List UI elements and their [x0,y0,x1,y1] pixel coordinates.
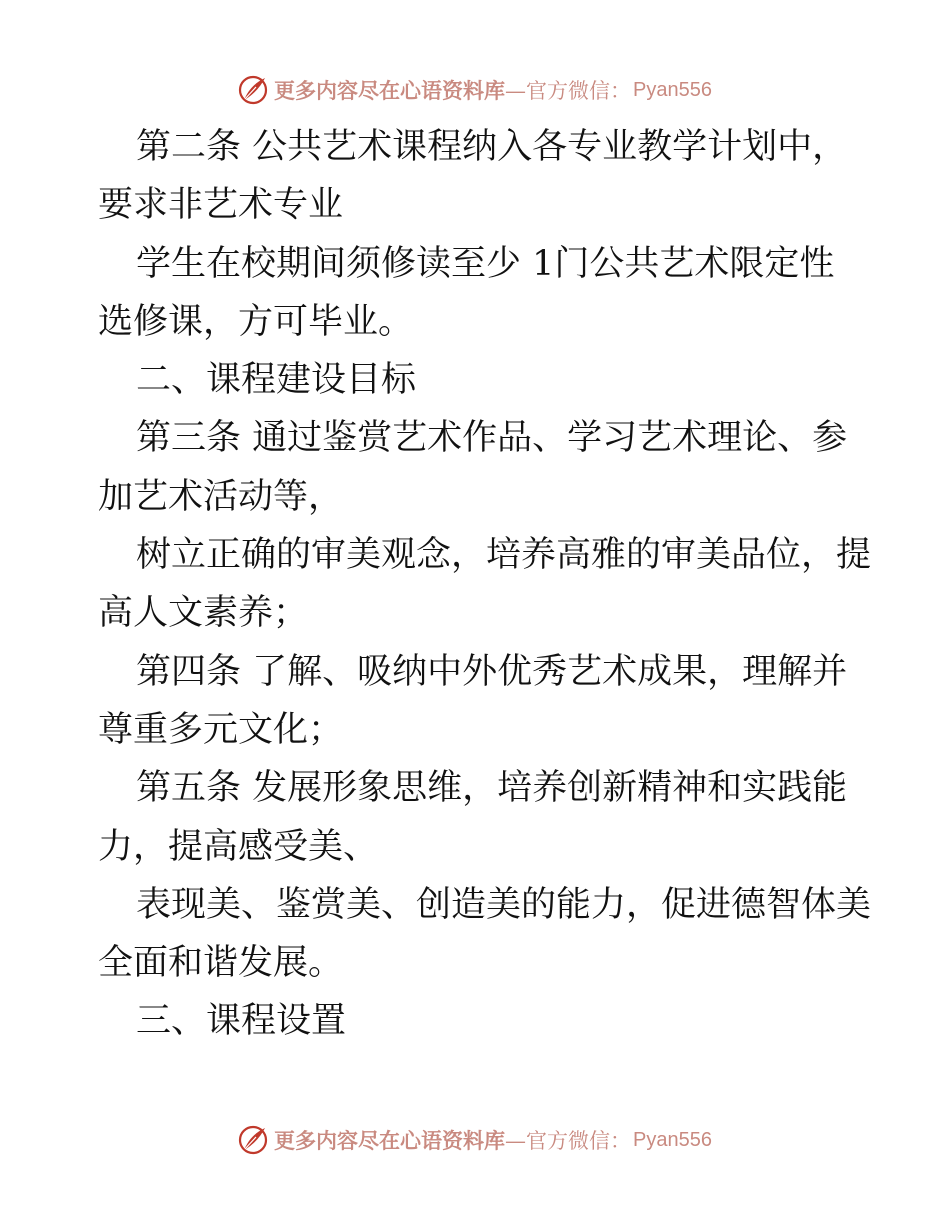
watermark-wechat-id: Pyan556 [633,1128,712,1151]
header-watermark [236,72,712,108]
paragraph-line: 加艺术活动等， [98,476,344,517]
paragraph-line: 第四条 了解、吸纳中外优秀艺术成果，理解并 [136,651,848,692]
section-heading: 二、课程建设目标 [136,360,417,401]
watermark-library-text: 更多内容尽在心语资料库 [274,78,505,103]
paragraph-line: 第二条 公共艺术课程纳入各专业教学计划中， [136,127,848,167]
paragraph-line: 要求非艺术专业 [98,185,344,226]
watermark-official-text: —官方微信： [505,1129,631,1153]
section-heading: 三、课程设置 [136,1001,347,1042]
paragraph-line: 第三条 通过鉴赏艺术作品、学习艺术理论、参 [136,418,848,459]
paragraph-line: 高人文素养； [98,593,309,634]
footer-watermark [236,1122,712,1158]
paragraph-line: 全面和谐发展。 [98,943,344,984]
document-body [98,118,872,1051]
feather-pen-logo-icon [236,73,270,107]
paragraph-line: 选修课，方可毕业。 [98,301,414,342]
watermark-library-text: 更多内容尽在心语资料库 [274,1128,505,1153]
watermark-wechat-id: Pyan556 [633,78,712,101]
paragraph-line: 树立正确的审美观念，培养高雅的审美品位，提 [136,535,872,576]
paragraph-line: 尊重多元文化； [98,709,344,750]
paragraph-line: 表现美、鉴赏美、创造美的能力，促进德智体美 [136,884,872,925]
paragraph-line: 第五条 发展形象思维，培养创新精神和实践能 [136,768,848,809]
paragraph-line: 学生在校期间须修读至少 1门公共艺术限定性 [136,243,835,284]
feather-pen-logo-icon [236,1123,270,1157]
paragraph-line: 力，提高感受美、 [98,826,379,867]
watermark-official-text: —官方微信： [505,79,631,103]
